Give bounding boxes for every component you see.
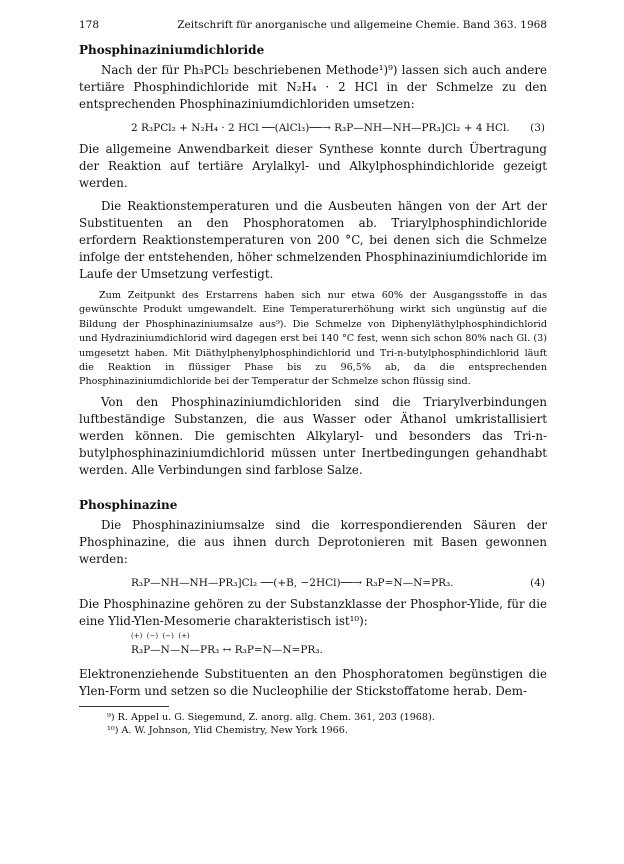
page-number: 178 <box>79 19 100 31</box>
paragraph: Die allgemeine Anwendbarkeit dieser Synthese konnte durch Übertragung der Reaktion auf tertiäre Arylalkyl- und Alkylphosphindichloride gezeigt werden. <box>79 142 547 190</box>
paragraph: Die Reaktionstemperaturen und die Ausbeuten hängen von der Art der Substituenten an den Phosphoratomen ab. Triarylphosphindichloride erfordern Reaktionstemperaturen von 200 °C, bei denen sich die Schmelze infolge der entstehenden, höher schmelzenden Phosphinaziniumdichloride im Laufe der Umsetzung verfestigt. <box>79 199 547 281</box>
formal-charges: (+) (−) (−) (+) <box>131 631 190 640</box>
equation-3 <box>79 117 547 139</box>
small-print-paragraph: Zum Zeitpunkt des Erstarrens haben sich nur etwa 60% der Ausgangsstoffe in das gewünschte Produkt umgewandelt. Eine Temperaturerhöhung wirkt sich ungünstig auf die Bildung der Phosphinaziniumsalze aus⁹). Die Schmelze von Diphenyläthylphosphindichlorid und Hydraziniumdichlorid wird dagegen erst bei 140 °C fest, wenn sich schon 80% nach Gl. (3) umgesetzt haben. Mit Diäthylphenylphosphindichlorid und Tri-n-butylphosphindichlorid läuft die Reaktion in flüssiger Phase bis zu 96,5% ab, da die entsprechenden Phosphinaziniumdichloride bei der Temperatur der Schmelze schon flüssig sind. <box>79 290 547 388</box>
paper-page <box>79 18 547 737</box>
equation-formula: R₃P—NH—NH—PR₃]Cl₂ ──(+B, −2HCl)──→ R₃P=N—N=PR₃. <box>131 576 454 589</box>
footnote: ¹⁰) A. W. Johnson, Ylid Chemistry, New York 1966. <box>107 724 348 736</box>
ylid-ylen-mesomerism-formula <box>131 632 547 662</box>
equation-number: (3) <box>530 122 545 134</box>
equation-formula: 2 R₃PCl₂ + N₂H₄ · 2 HCl ──(AlCl₃)──→ R₃P—NH—NH—PR₃]Cl₂ + 4 HCl. <box>131 122 510 134</box>
mesomerism-formula: R₃P—N—N—PR₃ ↔ R₃P=N—N=PR₃. <box>131 643 323 656</box>
equation-number: (4) <box>530 576 545 589</box>
running-header <box>79 18 547 32</box>
paragraph: Nach der für Ph₃PCl₂ beschriebenen Methode¹)⁹) lassen sich auch andere tertiäre Phosphindichloride mit N₂H₄ · 2 HCl in der Schmelze zu den entsprechenden Phosphinaziniumdichloriden umsetzen: <box>79 63 547 111</box>
section-heading-phosphinazine: Phosphinazine <box>79 497 178 512</box>
footnote-divider <box>79 706 169 707</box>
equation-4 <box>79 572 547 594</box>
journal-title: Zeitschrift für anorganische und allgemeine Chemie. Band 363. 1968 <box>177 19 547 31</box>
footnote: ⁹) R. Appel u. G. Siegemund, Z. anorg. allg. Chem. 361, 203 (1968). <box>107 711 435 723</box>
paragraph: Elektronenziehende Substituenten an den Phosphoratomen begünstigen die Ylen-Form und setzen so die Nucleophilie der Stickstoffatome herab. Dem- <box>79 666 547 698</box>
paragraph: Von den Phosphinaziniumdichloriden sind die Triarylverbindungen luftbeständige Substanzen, die aus Wasser oder Äthanol umkristallisiert werden können. Die gemischten Alkylaryl- und besonders das Tri-n-butylphosphinaziniumdichlorid müssen unter Inertbedingungen gehandhabt werden. Alle Verbindungen sind farblose Salze. <box>79 394 547 477</box>
paragraph: Die Phosphinaziniumsalze sind die korrespondierenden Säuren der Phosphinazine, die aus ihnen durch Deprotonieren mit Basen gewonnen werden: <box>79 517 547 566</box>
paragraph: Die Phosphinazine gehören zu der Substanzklasse der Phosphor-Ylide, für die eine Ylid-Ylen-Mesomerie charakteristisch ist¹⁰): <box>79 596 547 628</box>
section-heading-phosphinaziniumdichloride: Phosphinaziniumdichloride <box>79 43 265 57</box>
